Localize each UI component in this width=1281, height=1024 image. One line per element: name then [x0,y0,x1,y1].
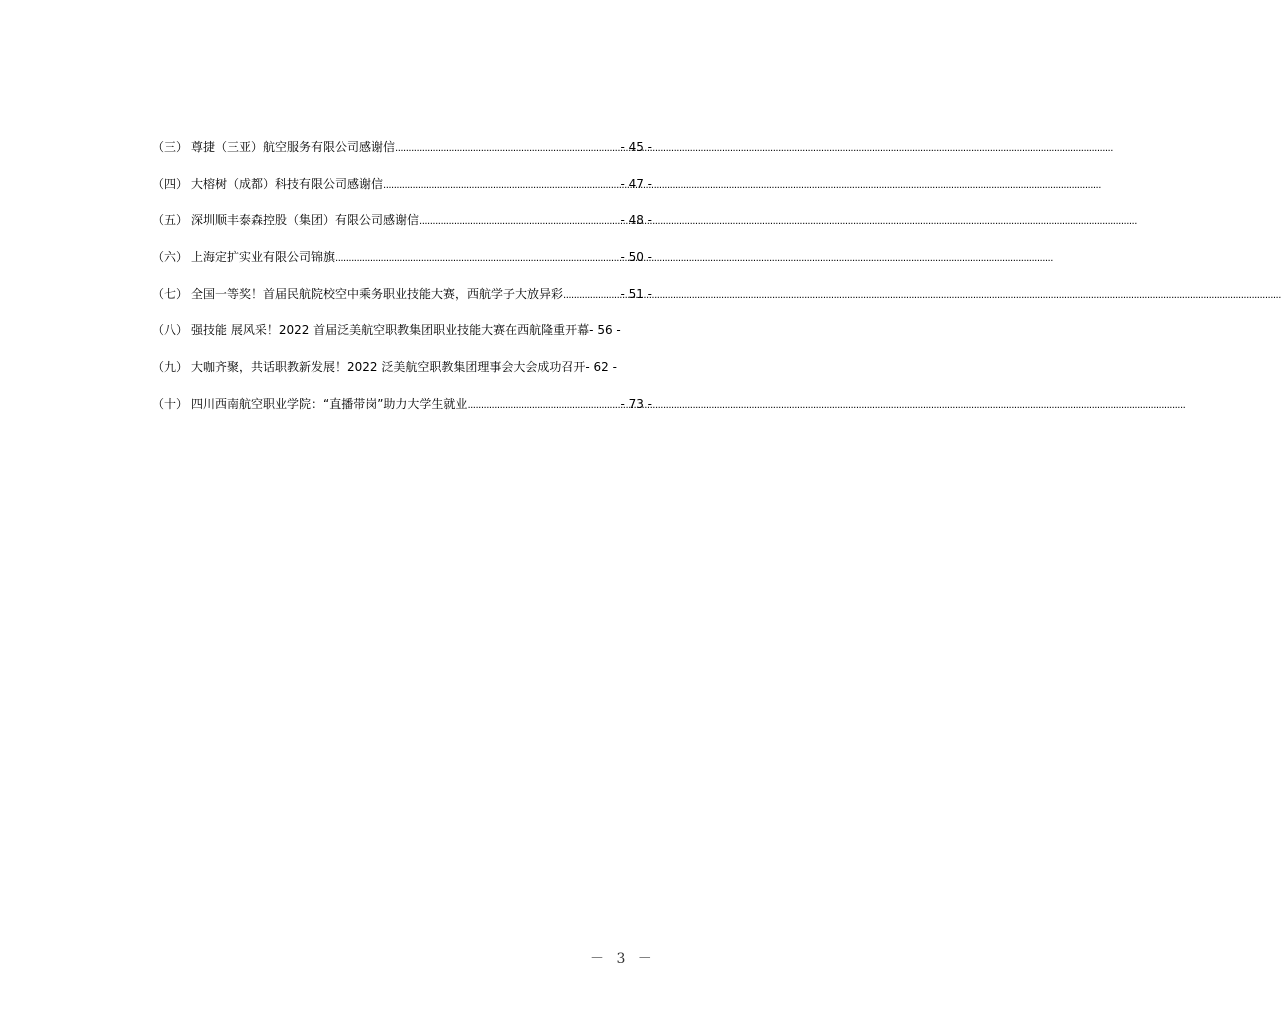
toc-entry-number: （三） [152,140,189,154]
toc-entry-number: （四） [152,176,189,191]
toc-dot-leader [335,248,620,270]
toc-entry-page: - 51 - [620,286,652,301]
toc-entry-5[interactable] [152,209,652,246]
toc-entry-6[interactable] [152,246,652,283]
toc-entry-title: 深圳顺丰泰森控股（集团）有限公司感谢信 [191,213,420,228]
toc-dot-leader [395,138,620,160]
toc-entry-title: 强技能 展风采！2022 首届泛美航空职教集团职业技能大赛在西航隆重开幕 [191,323,590,338]
toc-entry-title: 四川西南航空职业学院：“直播带岗”助力大学生就业 [191,396,468,411]
toc-dot-leader [563,285,620,307]
toc-entry-10[interactable] [152,393,652,430]
toc-entry-page: - 47 - [620,176,652,191]
toc-entry-title: 上海定扩实业有限公司锦旗 [191,250,336,265]
toc-entry-number: （九） [152,360,189,375]
toc-entry-page: - 48 - [620,213,652,228]
toc-entry-title: 大榕树（成都）科技有限公司感谢信 [191,176,384,191]
toc-dot-leader [383,175,620,197]
toc-entry-8[interactable] [152,319,652,356]
toc-entry-4[interactable] [152,173,652,210]
toc-entry-number: （十） [152,396,189,411]
toc-entry-3[interactable] [152,136,652,173]
toc-entry-page: - 50 - [620,250,652,265]
toc-entry-9[interactable] [152,356,652,393]
toc-entry-title: 全国一等奖！首届民航院校空中乘务职业技能大赛，西航学子大放异彩 [191,286,564,301]
table-of-contents [152,136,652,430]
toc-entry-number: （六） [152,250,189,265]
toc-dot-leader [419,211,620,233]
page-number: － 3 － [590,951,656,967]
toc-entry-title: 大咖齐聚，共话职教新发展！2022 泛美航空职教集团理事会大会成功召开 [191,360,586,375]
toc-entry-7[interactable] [152,283,652,320]
toc-entry-page: - 56 - [589,323,621,338]
toc-entry-page: - 62 - [585,360,617,375]
toc-entry-number: （五） [152,213,189,228]
toc-entry-number: （八） [152,323,189,338]
toc-dot-leader [467,395,620,417]
toc-entry-page: - 45 - [620,140,652,154]
toc-entry-page: - 73 - [620,396,652,411]
toc-entry-number: （七） [152,286,189,301]
toc-entry-title: 尊捷（三亚）航空服务有限公司感谢信 [191,140,396,154]
